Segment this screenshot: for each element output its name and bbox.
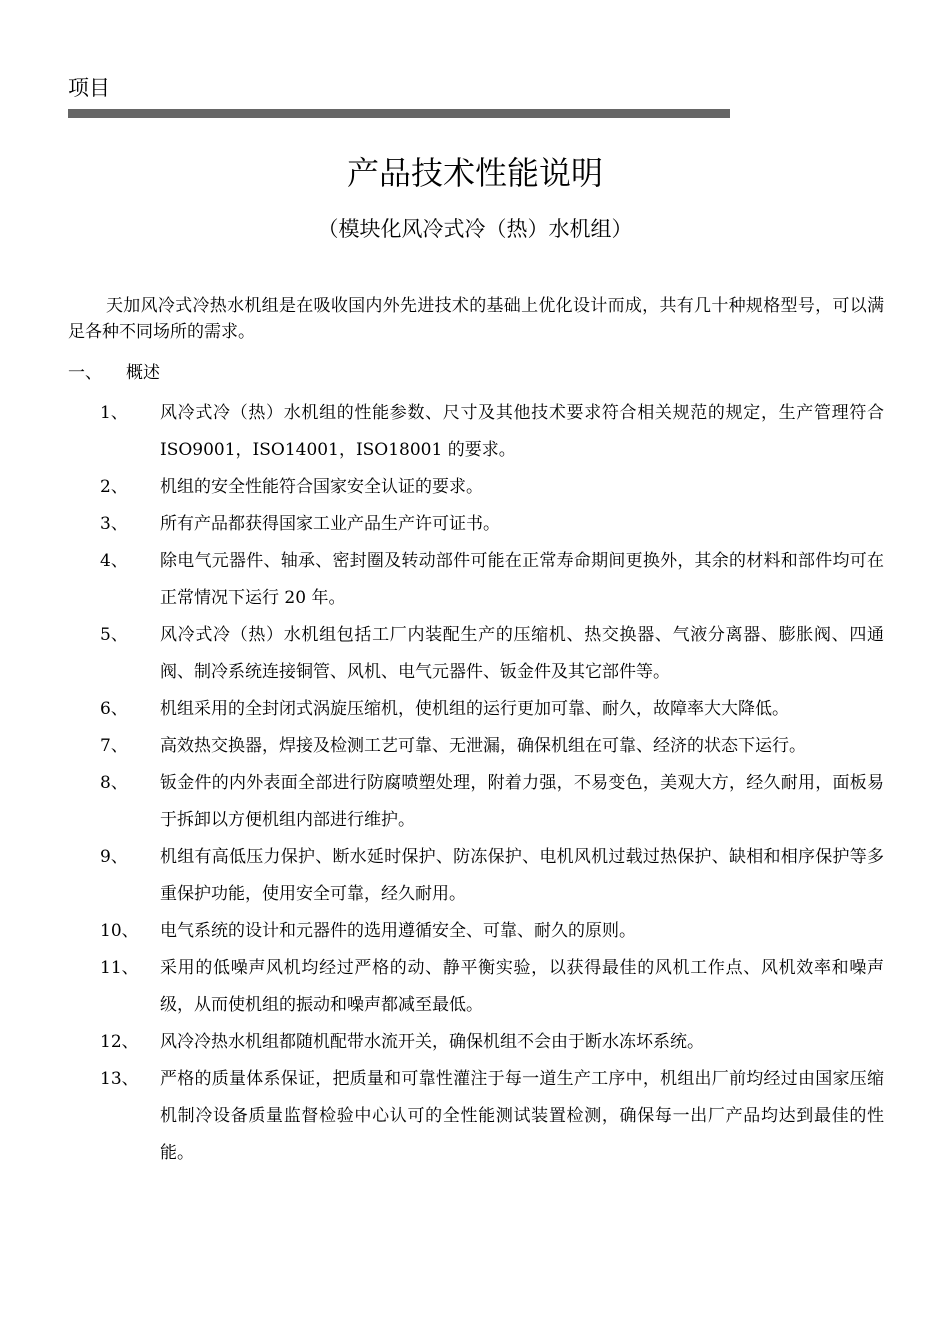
list-item [100, 765, 884, 839]
header-divider [68, 109, 730, 118]
feature-list [100, 395, 884, 1172]
list-item [100, 543, 884, 617]
document-title: 产品技术性能说明 [346, 154, 603, 192]
list-item-text: 严格的质量体系保证，把质量和可靠性灌注于每一道生产工序中，机组出厂前均经过由国家压缩机制冷设备质量监督检验中心认可的全性能测试装置检测，确保每一出厂产品均达到最佳的性能。 [160, 1069, 884, 1163]
list-item-number: 13、 [100, 1069, 139, 1089]
list-item-text: 电气系统的设计和元器件的选用遵循安全、可靠、耐久的原则。 [160, 921, 636, 941]
list-item-number: 2、 [100, 477, 128, 497]
document-subtitle: （模块化风冷式冷（热）水机组） [317, 217, 633, 241]
list-item-text: 风冷式冷（热）水机组的性能参数、尺寸及其他技术要求符合相关规范的规定，生产管理符合 ISO9001，ISO14001，ISO18001 的要求。 [160, 403, 884, 460]
list-item-text: 机组采用的全封闭式涡旋压缩机，使机组的运行更加可靠、耐久，故障率大大降低。 [160, 699, 789, 719]
list-item-text: 钣金件的内外表面全部进行防腐喷塑处理，附着力强，不易变色，美观大方，经久耐用，面板易于拆卸以方便机组内部进行维护。 [160, 773, 884, 830]
list-item-text: 采用的低噪声风机均经过严格的动、静平衡实验，以获得最佳的风机工作点、风机效率和噪声级，从而使机组的振动和噪声都减至最低。 [160, 958, 884, 1015]
list-item [100, 617, 884, 691]
list-item [100, 950, 884, 1024]
list-item-number: 5、 [100, 625, 128, 645]
list-item-number: 3、 [100, 514, 128, 534]
header-label: 项目 [68, 76, 110, 100]
list-item-number: 11、 [100, 958, 139, 978]
list-item [100, 395, 884, 469]
list-item-number: 1、 [100, 403, 128, 423]
section-title: 概述 [126, 363, 160, 383]
list-item-text: 高效热交换器，焊接及检测工艺可靠、无泄漏，确保机组在可靠、经济的状态下运行。 [160, 736, 806, 756]
list-item [100, 1024, 884, 1061]
section-number: 一、 [68, 363, 102, 383]
list-item [100, 506, 884, 543]
list-item-text: 机组有高低压力保护、断水延时保护、防冻保护、电机风机过载过热保护、缺相和相序保护等多重保护功能，使用安全可靠，经久耐用。 [160, 847, 884, 904]
list-item-text: 风冷式冷（热）水机组包括工厂内装配生产的压缩机、热交换器、气液分离器、膨胀阀、四通阀、制冷系统连接铜管、风机、电气元器件、钣金件及其它部件等。 [160, 625, 884, 682]
intro-paragraph: 天加风冷式冷热水机组是在吸收国内外先进技术的基础上优化设计而成，共有几十种规格型号，可以满足各种不同场所的需求。 [68, 296, 884, 342]
list-item-number: 12、 [100, 1032, 139, 1052]
list-item-text: 除电气元器件、轴承、密封圈及转动部件可能在正常寿命期间更换外，其余的材料和部件均可在正常情况下运行 20 年。 [160, 551, 884, 608]
list-item-text: 所有产品都获得国家工业产品生产许可证书。 [160, 514, 500, 534]
list-item-number: 4、 [100, 551, 128, 571]
list-item [100, 728, 884, 765]
list-item [100, 913, 884, 950]
list-item-number: 7、 [100, 736, 128, 756]
list-item-number: 8、 [100, 773, 128, 793]
list-item [100, 691, 884, 728]
list-item-text: 风冷冷热水机组都随机配带水流开关，确保机组不会由于断水冻坏系统。 [160, 1032, 704, 1052]
list-item [100, 469, 884, 506]
list-item-number: 6、 [100, 699, 128, 719]
section-heading [68, 359, 160, 387]
list-item-text: 机组的安全性能符合国家安全认证的要求。 [160, 477, 483, 497]
list-item [100, 839, 884, 913]
list-item-number: 10、 [100, 921, 139, 941]
list-item-number: 9、 [100, 847, 128, 867]
list-item [100, 1061, 884, 1172]
